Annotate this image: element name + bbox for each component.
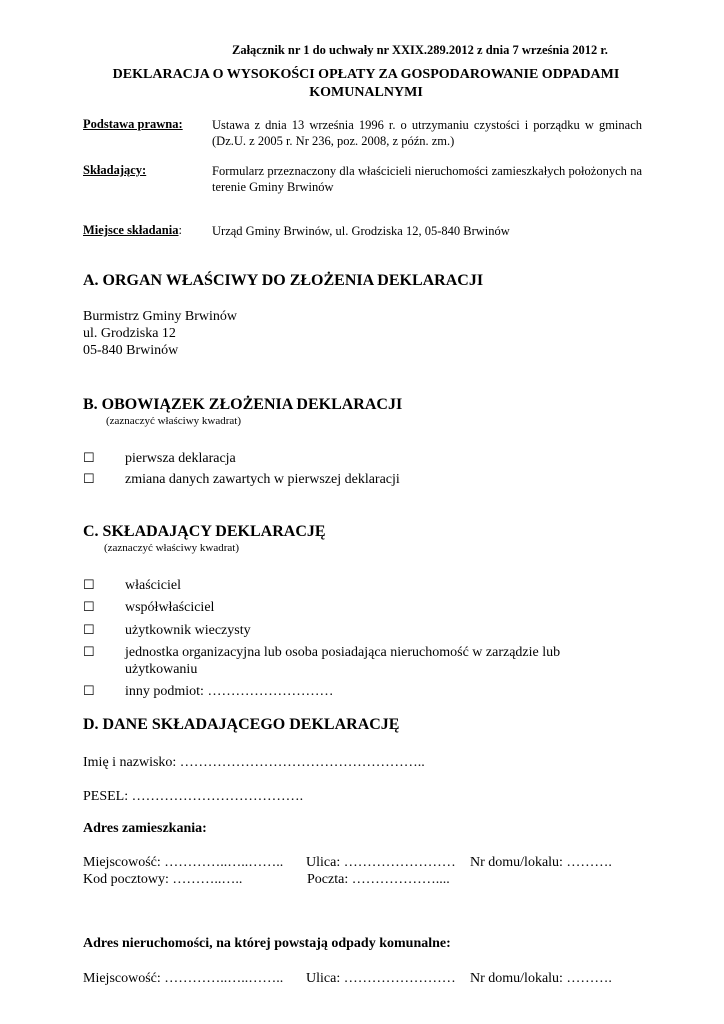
property-city-field[interactable]: Miejscowość: …………..…..…….. [83, 971, 284, 986]
option-other-entity: inny podmiot: ……………………… [125, 684, 334, 699]
document-title [60, 66, 672, 102]
checkbox-organizational-unit[interactable]: ☐ [83, 644, 95, 659]
submitter-text: Formularz przeznaczony dla właścicieli nieruchomości zamieszkałych położonych na terenie Gminy Brwinów [212, 164, 642, 194]
option-organizational-unit-line-2: użytkowaniu [125, 662, 198, 677]
submitter-label: Składający: [83, 163, 147, 177]
checkbox-owner[interactable]: ☐ [83, 577, 95, 592]
legal-basis-label: Podstawa prawna: [83, 117, 183, 131]
option-perpetual-user: użytkownik wieczysty [125, 623, 251, 638]
authority-street: ul. Grodziska 12 [83, 326, 176, 341]
authority-postcode: 05-840 Brwinów [83, 343, 179, 358]
authority-name: Burmistrz Gminy Brwinów [83, 309, 237, 324]
section-b-heading: B. OBOWIĄZEK ZŁOŻENIA DEKLARACJI [83, 396, 403, 413]
checkbox-other-entity[interactable]: ☐ [83, 683, 95, 698]
section-d-heading: D. DANE SKŁADAJĄCEGO DEKLARACJĘ [83, 716, 400, 733]
option-owner: właściciel [125, 578, 181, 593]
name-field[interactable]: Imię i nazwisko: …………………………………………….. [83, 755, 425, 770]
title-line-1: DEKLARACJA O WYSOKOŚCI OPŁATY ZA GOSPODAROWANIE ODPADAMI [112, 67, 620, 82]
option-co-owner: współwłaściciel [125, 600, 215, 615]
legal-basis-text: Ustawa z dnia 13 września 1996 r. o utrzymaniu czystości i porządku w gminach (Dz.U. z 2005 r. Nr 236, poz. 2008, z późn. zm.) [212, 118, 642, 148]
checkbox-perpetual-user[interactable]: ☐ [83, 622, 95, 637]
title-line-2: KOMUNALNYMI [309, 85, 423, 100]
residence-house-number-field[interactable]: Nr domu/lokalu: ………. [470, 855, 612, 870]
property-house-number-field[interactable]: Nr domu/lokalu: ………. [470, 971, 612, 986]
option-organizational-unit [125, 644, 560, 678]
section-b-note: (zaznaczyć właściwy kwadrat) [106, 415, 241, 427]
residence-city-field[interactable]: Miejscowość: …………..…..…….. [83, 855, 284, 870]
place-text: Urząd Gminy Brwinów, ul. Grodziska 12, 05-840 Brwinów [212, 224, 510, 238]
authority-address [83, 308, 237, 359]
section-c-note: (zaznaczyć właściwy kwadrat) [104, 542, 239, 554]
checkbox-co-owner[interactable]: ☐ [83, 599, 95, 614]
place-label-wrap [83, 223, 182, 238]
residence-postcode-field[interactable]: Kod pocztowy: ………..….. [83, 872, 243, 887]
section-a-heading: A. ORGAN WŁAŚCIWY DO ZŁOŻENIA DEKLARACJI [83, 272, 484, 289]
option-data-change: zmiana danych zawartych w pierwszej deklaracji [125, 472, 400, 487]
option-organizational-unit-line-1: jednostka organizacyjna lub osoba posiadająca nieruchomość w zarządzie lub [125, 645, 561, 660]
pesel-field[interactable]: PESEL: ………………………………. [83, 789, 304, 804]
residence-post-office-field[interactable]: Poczta: ……………….... [307, 872, 450, 887]
option-first-declaration: pierwsza deklaracja [125, 451, 236, 466]
place-colon: : [178, 223, 182, 237]
section-c-heading: C. SKŁADAJĄCY DEKLARACJĘ [83, 523, 326, 540]
residence-address-heading: Adres zamieszkania: [83, 821, 207, 836]
annex-reference: Załącznik nr 1 do uchwały nr XXIX.289.2012 z dnia 7 września 2012 r. [232, 43, 608, 57]
place-label: Miejsce składania [83, 223, 179, 237]
checkbox-data-change[interactable]: ☐ [83, 471, 95, 486]
checkbox-first-declaration[interactable]: ☐ [83, 450, 95, 465]
residence-street-field[interactable]: Ulica: …………………… [306, 855, 456, 870]
property-street-field[interactable]: Ulica: …………………… [306, 971, 456, 986]
property-address-heading: Adres nieruchomości, na której powstają odpady komunalne: [83, 936, 451, 951]
